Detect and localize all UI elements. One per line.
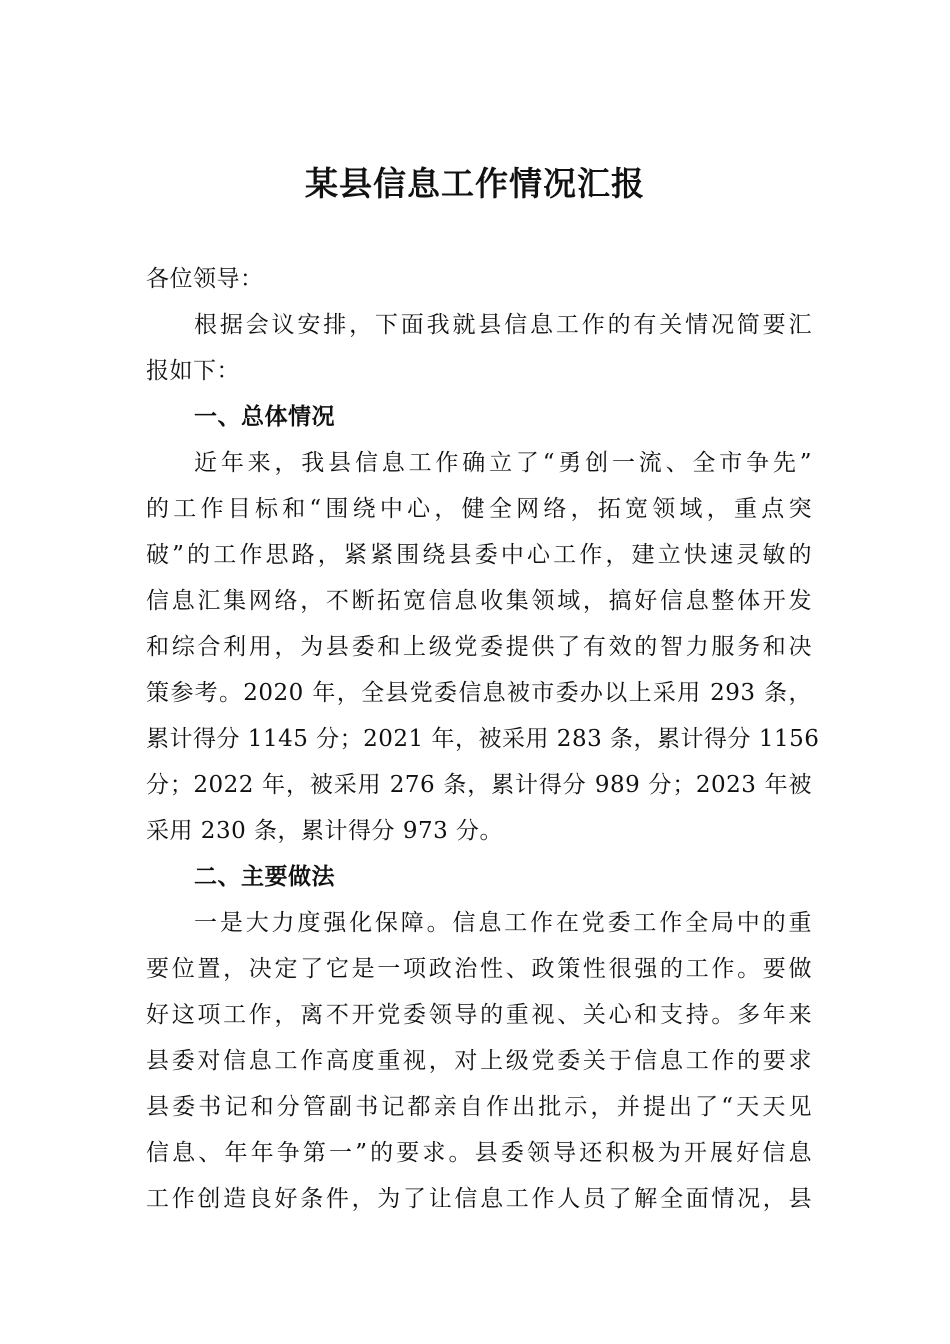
section-heading-main-practices: 二、主要做法 (194, 864, 335, 890)
paragraph-line: 县委对信息工作高度重视，对上级党委关于信息工作的要求 (146, 1048, 812, 1074)
document-title: 某县信息工作情况汇报 (305, 164, 645, 203)
paragraph-line: 破”的工作思路，紧紧围绕县委中心工作，建立快速灵敏的 (146, 542, 812, 568)
intro-line: 根据会议安排，下面我就县信息工作的有关情况简要汇 (194, 312, 812, 338)
paragraph-line: 的工作目标和“围绕中心，健全网络，拓宽领域，重点突 (146, 496, 812, 522)
paragraph-line: 信息、年年争第一”的要求。县委领导还积极为开展好信息 (146, 1140, 812, 1166)
paragraph-line: 和综合利用，为县委和上级党委提供了有效的智力服务和决 (146, 634, 812, 660)
paragraph-line: 县委书记和分管副书记都亲自作出批示，并提出了“天天见 (146, 1094, 812, 1120)
paragraph-line: 信息汇集网络，不断拓宽信息收集领域，搞好信息整体开发 (146, 588, 812, 614)
paragraph-line: 分；2022 年，被采用 276 条，累计得分 989 分；2023 年被 (146, 772, 812, 798)
paragraph-line: 累计得分 1145 分；2021 年，被采用 283 条，累计得分 1156 (146, 726, 820, 752)
salutation: 各位领导： (146, 266, 264, 292)
paragraph-line: 策参考。2020 年，全县党委信息被市委办以上采用 293 条， (146, 680, 812, 706)
paragraph-line: 近年来，我县信息工作确立了“勇创一流、全市争先” (194, 450, 812, 476)
paragraph-line: 一是大力度强化保障。信息工作在党委工作全局中的重 (194, 910, 812, 936)
intro-line: 报如下： (146, 358, 240, 384)
paragraph-line: 要位置，决定了它是一项政治性、政策性很强的工作。要做 (146, 956, 812, 982)
section-heading-overview: 一、总体情况 (194, 404, 335, 430)
paragraph-line: 好这项工作，离不开党委领导的重视、关心和支持。多年来 (146, 1002, 812, 1028)
paragraph-line: 工作创造良好条件，为了让信息工作人员了解全面情况，县 (146, 1186, 812, 1212)
paragraph-line: 采用 230 条，累计得分 973 分。 (146, 818, 504, 844)
document-body (146, 256, 820, 1222)
